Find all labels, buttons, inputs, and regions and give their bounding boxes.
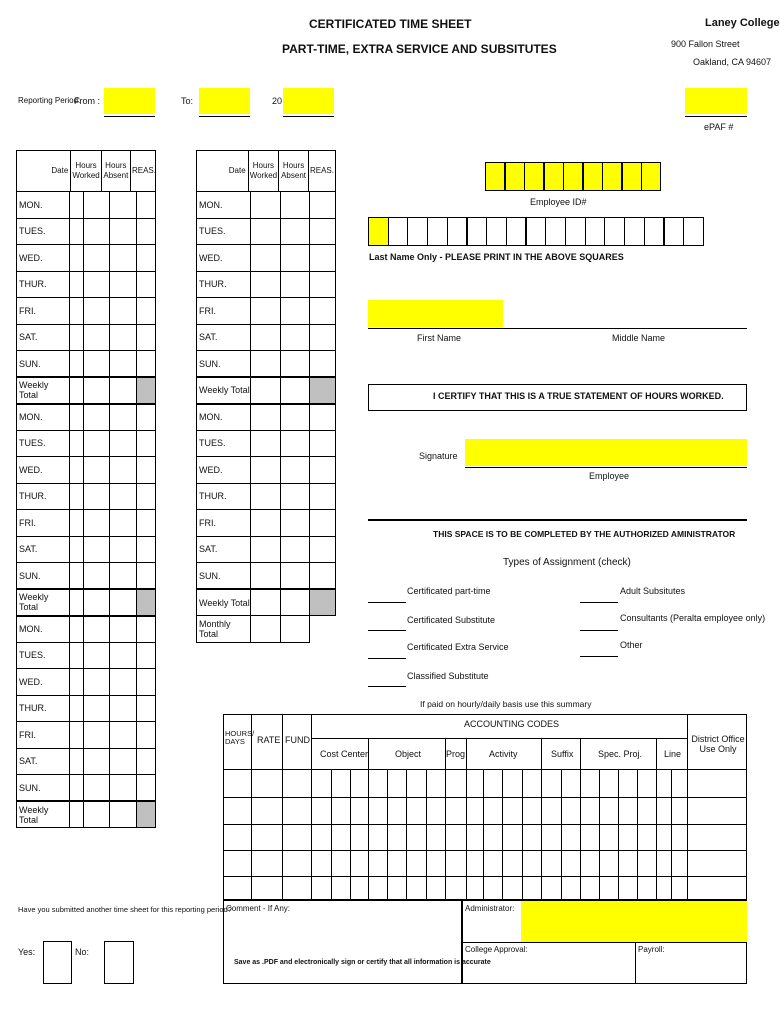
administrator-label: Administrator: — [465, 904, 515, 913]
employee-id-square[interactable] — [524, 162, 544, 191]
comment-label: Comment - If Any: — [226, 904, 291, 913]
day-label: TUES. — [17, 218, 70, 245]
checkbox-line[interactable] — [368, 602, 406, 603]
day-label: MON. — [17, 192, 70, 219]
last-name-square[interactable] — [427, 217, 448, 246]
day-label: MON. — [197, 404, 251, 431]
spec-proj-header: Spec. Proj. — [598, 749, 643, 759]
weekly-total-label: Weekly Total — [17, 589, 70, 616]
table-rule — [426, 769, 427, 900]
prog-header: Prog — [446, 749, 466, 759]
day-label: THUR. — [197, 271, 251, 298]
day-label: MON. — [197, 192, 251, 219]
col-reas: REAS. — [130, 151, 155, 192]
day-label: SAT. — [17, 536, 70, 563]
right-timesheet-grid — [196, 191, 336, 643]
last-name-square[interactable] — [526, 217, 547, 246]
day-label: TUES. — [197, 218, 251, 245]
table-rule — [282, 714, 283, 900]
left-timesheet-grid — [16, 191, 156, 828]
table-rule — [387, 769, 388, 900]
col-hours-absent: Hours Absent — [279, 151, 309, 192]
weekly-total-label: Weekly Total — [197, 377, 251, 404]
table-rule — [223, 769, 747, 770]
last-name-square[interactable] — [683, 217, 704, 246]
cost-center-header: Cost Center — [320, 749, 369, 759]
employee-id-square[interactable] — [641, 162, 661, 191]
last-name-square[interactable] — [506, 217, 527, 246]
college-approval-label: College Approval: — [465, 945, 528, 954]
employee-id-square[interactable] — [583, 162, 603, 191]
table-rule — [502, 769, 503, 900]
weekly-total-label: Weekly Total — [17, 377, 70, 404]
checkbox-line[interactable] — [368, 630, 406, 631]
day-label: WED. — [17, 457, 70, 484]
save-note: Save as .PDF and electronically sign or certify that all information is accurate — [234, 959, 491, 966]
last-name-square[interactable] — [624, 217, 645, 246]
table-rule — [580, 738, 581, 900]
admin-divider — [368, 519, 747, 521]
table-rule — [466, 738, 467, 900]
form-subtitle: PART-TIME, EXTRA SERVICE AND SUBSITUTES — [282, 42, 557, 56]
last-name-square[interactable] — [644, 217, 665, 246]
type-option: Certificated Substitute — [407, 615, 496, 625]
last-name-square[interactable] — [447, 217, 468, 246]
day-label: FRI. — [197, 510, 251, 537]
last-name-square[interactable] — [664, 217, 685, 246]
day-label: SAT. — [197, 324, 251, 351]
table-rule — [483, 769, 484, 900]
year-prefix: 20 — [272, 96, 283, 106]
employee-id-square[interactable] — [563, 162, 583, 191]
table-rule — [445, 738, 446, 900]
first-name-field[interactable] — [368, 300, 503, 327]
day-label: WED. — [17, 245, 70, 272]
right-timesheet-header — [196, 150, 336, 192]
table-rule — [618, 769, 619, 900]
type-option: Classified Substitute — [407, 671, 489, 681]
last-name-square[interactable] — [467, 217, 488, 246]
type-option: Certificated Extra Service — [407, 642, 509, 652]
employee-id-square[interactable] — [505, 162, 525, 191]
day-label: MON. — [17, 404, 70, 431]
checkbox-line[interactable] — [368, 686, 406, 687]
college-address-city: Oakland, CA 94607 — [693, 57, 772, 67]
day-label: FRI. — [17, 722, 70, 749]
col-date: Date — [219, 151, 248, 192]
employee-id-square[interactable] — [622, 162, 642, 191]
table-rule — [406, 769, 407, 900]
reporting-period-label: Reporting Period: — [18, 96, 81, 105]
day-label: FRI. — [17, 298, 70, 325]
day-label: SAT. — [197, 536, 251, 563]
day-label: SUN. — [17, 351, 70, 378]
day-label: MON. — [17, 616, 70, 643]
suffix-header: Suffix — [551, 749, 574, 759]
form-title: CERTIFICATED TIME SHEET — [309, 17, 472, 31]
type-option: Consultants (Peralta employee only) — [620, 613, 766, 623]
table-rule — [599, 769, 600, 900]
table-rule — [368, 738, 369, 900]
type-option: Adult Subsitutes — [620, 586, 686, 596]
checkbox-line[interactable] — [580, 656, 618, 657]
table-rule — [687, 714, 688, 900]
no-checkbox[interactable] — [104, 941, 134, 984]
table-rule — [541, 738, 542, 900]
signature-field[interactable] — [465, 439, 747, 466]
type-option: Certificated part-time — [407, 586, 491, 596]
approval-box — [462, 900, 747, 984]
table-rule — [561, 769, 562, 900]
fund-header: FUND — [285, 735, 310, 745]
payroll-label: Payroll: — [638, 945, 665, 954]
day-label: SUN. — [17, 775, 70, 802]
certify-statement: I CERTIFY THAT THIS IS A TRUE STATEMENT OF HOURS WORKED. — [433, 391, 724, 401]
to-date-field[interactable] — [199, 88, 250, 114]
day-label: THUR. — [17, 483, 70, 510]
last-name-square[interactable] — [585, 217, 606, 246]
line-header: Line — [664, 749, 682, 759]
checkbox-line[interactable] — [580, 602, 618, 603]
table-rule — [637, 769, 638, 900]
to-label: To: — [181, 96, 194, 106]
day-label: FRI. — [17, 510, 70, 537]
day-label: SAT. — [17, 748, 70, 775]
day-label: SUN. — [197, 351, 251, 378]
table-rule — [671, 769, 672, 900]
yes-label: Yes: — [18, 947, 36, 957]
employee-id-square[interactable] — [485, 162, 505, 191]
last-name-square[interactable] — [486, 217, 507, 246]
employee-label: Employee — [589, 471, 630, 481]
checkbox-line[interactable] — [368, 658, 406, 659]
accounting-codes-header: ACCOUNTING CODES — [464, 719, 560, 729]
monthly-total-label: Monthly Total — [197, 616, 251, 643]
left-timesheet-header — [16, 150, 156, 192]
other-sheet-question: Have you submitted another time sheet for this reporting period? — [18, 905, 232, 914]
table-rule — [331, 769, 332, 900]
col-hours-worked: Hours Worked — [248, 151, 278, 192]
day-label: TUES. — [17, 642, 70, 669]
col-reas: REAS. — [308, 151, 335, 192]
table-rule — [223, 824, 747, 825]
day-label: SUN. — [17, 563, 70, 590]
employee-id-square[interactable] — [544, 162, 564, 191]
employee-id-label: Employee ID# — [530, 197, 587, 207]
last-name-square[interactable] — [565, 217, 586, 246]
college-name: Laney College — [705, 17, 780, 29]
table-rule — [522, 769, 523, 900]
yes-checkbox[interactable] — [43, 941, 72, 984]
day-label: THUR. — [17, 271, 70, 298]
object-header: Object — [395, 749, 422, 759]
day-label: SAT. — [17, 324, 70, 351]
col-hours-worked: Hours Worked — [71, 151, 101, 192]
day-label: WED. — [17, 669, 70, 696]
no-label: No: — [75, 947, 90, 957]
last-name-square[interactable] — [545, 217, 566, 246]
day-label: FRI. — [197, 298, 251, 325]
weekly-total-label: Weekly Total — [197, 589, 251, 616]
first-name-label: First Name — [417, 333, 462, 343]
col-hours-absent: Hours Absent — [101, 151, 130, 192]
from-date-field[interactable] — [104, 88, 155, 114]
last-name-square[interactable] — [604, 217, 625, 246]
table-rule — [223, 797, 747, 798]
activity-header: Activity — [489, 749, 518, 759]
type-option: Other — [620, 640, 643, 650]
last-name-label: Last Name Only - PLEASE PRINT IN THE ABOVE SQUARES — [369, 252, 624, 262]
last-name-square[interactable] — [368, 217, 389, 246]
summary-note: If paid on hourly/daily basis use this summary — [420, 699, 592, 709]
day-label: TUES. — [17, 430, 70, 457]
table-rule — [311, 714, 312, 900]
day-label: THUR. — [17, 695, 70, 722]
district-office-header: District Office Use Only — [691, 734, 745, 754]
table-rule — [223, 876, 747, 877]
epaf-label: ePAF # — [704, 122, 734, 132]
last-name-square[interactable] — [407, 217, 428, 246]
hours-days-header: HOURS/ DAYS — [225, 729, 255, 747]
day-label: TUES. — [197, 430, 251, 457]
table-rule — [350, 769, 351, 900]
day-label: SUN. — [197, 563, 251, 590]
epaf-field[interactable] — [685, 88, 747, 114]
checkbox-line[interactable] — [580, 630, 618, 631]
day-label: WED. — [197, 245, 251, 272]
admin-heading: THIS SPACE IS TO BE COMPLETED BY THE AUTHORIZED AMINISTRATOR — [433, 529, 736, 539]
signature-label: Signature — [419, 451, 458, 461]
day-label: THUR. — [197, 483, 251, 510]
col-date: Date — [35, 151, 71, 192]
administrator-field[interactable] — [521, 901, 747, 942]
rate-header: RATE — [257, 735, 281, 745]
day-label: WED. — [197, 457, 251, 484]
year-field[interactable] — [283, 88, 334, 114]
from-label: From : — [74, 96, 100, 106]
certify-box — [368, 384, 747, 411]
employee-id-square[interactable] — [602, 162, 622, 191]
table-rule — [223, 850, 747, 851]
last-name-square[interactable] — [388, 217, 409, 246]
middle-name-label: Middle Name — [612, 333, 666, 343]
college-address-street: 900 Fallon Street — [671, 39, 740, 49]
weekly-total-label: Weekly Total — [17, 801, 70, 828]
types-heading: Types of Assignment (check) — [503, 557, 631, 568]
table-rule — [656, 738, 657, 900]
